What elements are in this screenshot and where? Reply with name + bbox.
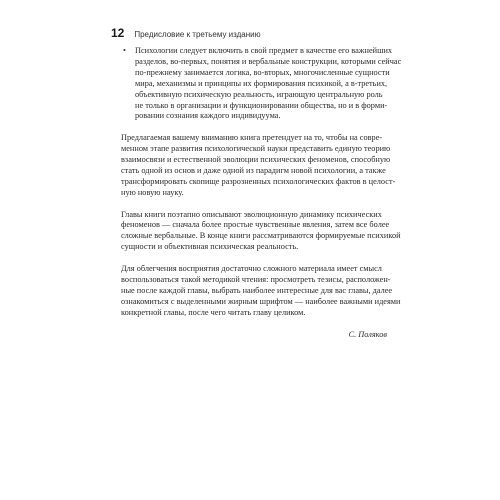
text-line: не только в организации и функционировании общества, но и в форми-: [135, 100, 388, 110]
text-line: трансформировать скопище разрозненных психологических фактов в целост-: [121, 176, 396, 186]
page-header: [111, 26, 261, 40]
text-line: ную новую науку.: [121, 187, 184, 197]
text-line: объективную психическую реальность, играющую центральную роль: [135, 89, 383, 99]
text-line: ные после каждой главы, выбрать наиболее интересные для вас главы, далее: [121, 285, 393, 295]
text-line: феноменов — сначала более простые чувственные явления, затем все более: [121, 220, 390, 230]
page-number: 12: [111, 26, 125, 40]
text-line: сущности и объективная психическая реальность.: [121, 242, 299, 252]
author-signature: С. Поляков: [348, 329, 387, 339]
bullet-text: [135, 46, 402, 122]
paragraph-reading-method: [121, 264, 401, 319]
text-line: воспользоваться такой методикой чтения: просмотреть тезисы, расположен-: [121, 274, 391, 284]
running-title: Предисловие к третьему изданию: [134, 30, 261, 39]
text-line: конкретной главы, после чего читать главу целиком.: [121, 307, 306, 317]
text-line: по-прежнему занимается логика, во-вторых, многочисленные сущности: [135, 67, 390, 77]
text-line: мира, механизмы и принципы их формирования психикой, а в-третьих,: [135, 78, 388, 88]
text-line: сложные вербальные. В конце книги рассматриваются формируемые психикой: [121, 231, 401, 241]
text-line: менном этапе развития психологической науки представить единую теорию: [121, 144, 391, 154]
text-line: разделов, во-первых, понятия и вербальные конструкции, которыми сейчас: [135, 56, 402, 66]
bullet-item: [121, 46, 402, 122]
text-line: взаимосвязи и естественной эволюции психических феноменов, способную: [121, 155, 391, 165]
text-line: Для облегчения восприятия достаточно сложного материала имеет смысл: [121, 264, 382, 274]
text-line: стать одной из основ и даже одной из парадигм новой психологии, а также: [121, 165, 386, 175]
text-line: Предлагаемая вашему вниманию книга претендует на то, чтобы на совре-: [121, 133, 383, 143]
bullet-mark: •: [123, 46, 126, 55]
text-line: Главы книги поэтапно описывают эволюционную динамику психических: [121, 209, 382, 219]
text-line: Психологии следует включить в свой предмет в качестве его важнейших: [135, 46, 393, 55]
paragraph-chapters: [121, 209, 401, 254]
text-line: ровании сознания каждого индивидуума.: [135, 111, 281, 121]
text-line: ознакомиться с выделенными жирным шрифтом — наиболее важными идеями: [121, 296, 401, 306]
page-body: [121, 46, 402, 340]
paragraph-book-claim: [121, 133, 396, 198]
